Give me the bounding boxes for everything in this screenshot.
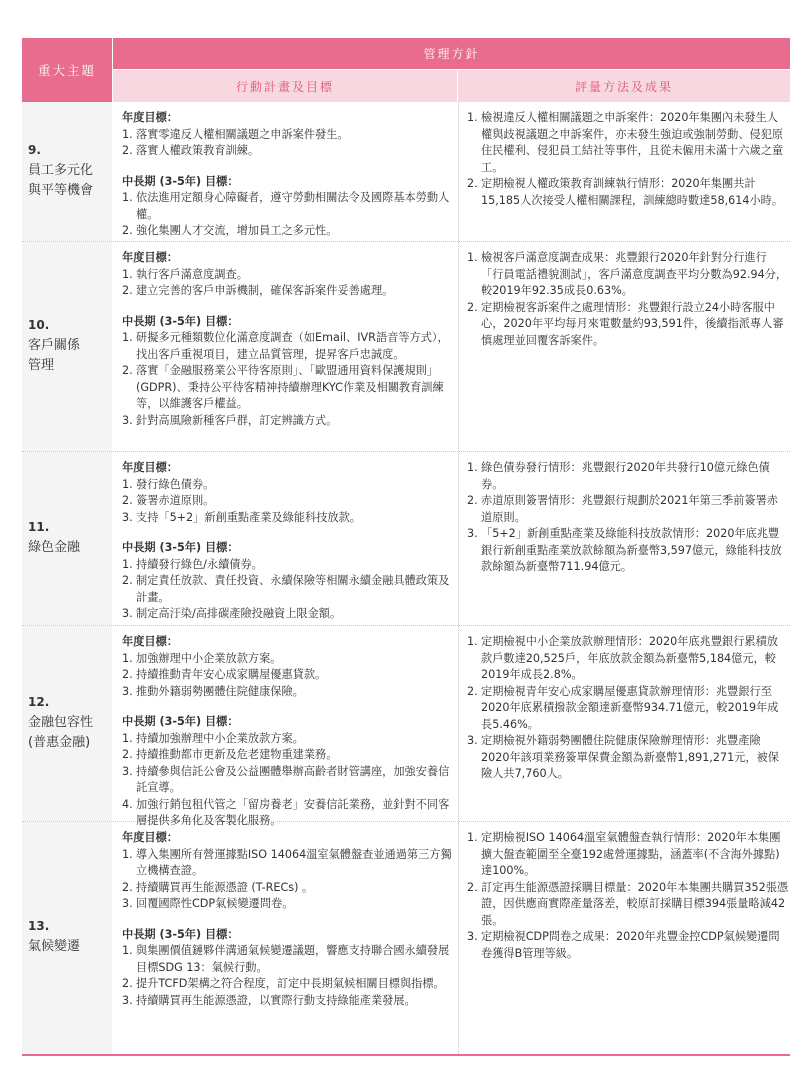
evaluation-result-text: 「5+2」新創重點產業及綠能科技放款情形：2020年底兆豐銀行新創重點產業放款餘額為新臺幣3,597億元，綠能科技放款餘額為新臺幣711.94億元。 xyxy=(481,527,782,573)
item-number: 1. xyxy=(467,831,478,844)
annual-goal-title: 年度目標： xyxy=(122,251,178,264)
item-number: 3. xyxy=(467,930,478,943)
topic-cell xyxy=(22,452,112,625)
table-row xyxy=(22,626,790,827)
annual-goal-item xyxy=(122,667,452,684)
mid-term-goal-item xyxy=(122,330,452,363)
plan-cell xyxy=(122,626,452,830)
item-number: 3. xyxy=(122,897,133,910)
topic-number: 10. xyxy=(28,317,50,332)
annual-goal-item xyxy=(122,477,452,494)
topic-name: 客戶關係 xyxy=(28,337,81,353)
item-number: 1. xyxy=(122,731,133,745)
column-divider xyxy=(458,822,459,1054)
mid-term-goal-item xyxy=(122,747,452,764)
mid-term-goal-list xyxy=(122,943,452,1009)
evaluation-result-item xyxy=(467,880,789,930)
mid-term-goal-text: 持續購買再生能源憑證，以實際行動支持綠能產業發展。 xyxy=(136,993,416,1007)
mid-term-goal-text: 依法進用定額身心障礙者，遵守勞動相關法令及國際基本勞動人權。 xyxy=(136,191,450,221)
topic-name: 氣候變遷 xyxy=(28,939,81,954)
mid-term-goal-text: 制定責任放款、責任投資、永續保險等相關永續金融具體政策及計畫。 xyxy=(136,574,450,604)
annual-goal-text: 加強辦理中小企業放款方案。 xyxy=(136,651,282,665)
mid-term-goal-text: 與集團價值鏈夥伴溝通氣候變遷議題，響應支持聯合國永續發展目標SDG 13：氣候行動。 xyxy=(136,944,450,974)
annual-goal-item xyxy=(122,493,452,510)
annual-goal-item xyxy=(122,283,452,300)
mid-term-goal-text: 加強行銷包租代管之「留房養老」安養信託業務，並針對不同客層提供多角化及客製化服務。 xyxy=(136,797,450,827)
table-row xyxy=(22,452,790,626)
annual-goal-text: 發行綠色債券。 xyxy=(136,477,215,491)
evaluation-result-item xyxy=(467,634,789,684)
item-number: 3. xyxy=(122,607,133,620)
evaluation-result-text: 定期檢視青年安心成家購屋優惠貸款辦理情形：兆豐銀行至2020年底累積撥款金額達新臺幣934.71億元，較2019年成長5.46%。 xyxy=(481,684,779,731)
item-number: 2. xyxy=(122,364,133,377)
header-management: 管理方針 xyxy=(113,38,790,69)
annual-goal-list xyxy=(122,267,452,300)
annual-goal-item xyxy=(122,267,452,284)
item-number: 1. xyxy=(122,191,133,204)
evaluation-result-text: 綠色債券發行情形：兆豐銀行2020年共發行10億元綠色債券。 xyxy=(481,461,770,491)
evaluation-result-item xyxy=(467,684,789,734)
evaluation-result-item xyxy=(467,250,789,300)
topic-cell xyxy=(22,102,112,241)
item-number: 1. xyxy=(122,267,133,281)
annual-goal-item xyxy=(122,651,452,668)
item-number: 4. xyxy=(122,797,133,811)
annual-goal-text: 支持「5+2」新創重點產業及綠能科技放款。 xyxy=(136,510,361,524)
topic-number: 12. xyxy=(28,694,50,709)
annual-goal-text: 持續購買再生能源憑證 (T-RECs) 。 xyxy=(136,880,314,894)
evaluation-result-list xyxy=(467,634,789,783)
evaluation-result-text: 赤道原則簽署情形：兆豐銀行規劃於2021年第三季前簽署赤道原則。 xyxy=(481,494,778,524)
evaluation-result-text: 定期檢視CDP問卷之成果：2020年兆豐金控CDP氣候變遷問卷獲得B管理等級。 xyxy=(481,930,780,960)
evaluation-result-list xyxy=(467,830,789,962)
annual-goal-text: 執行客戶滿意度調查。 xyxy=(136,267,248,281)
evaluation-result-text: 訂定再生能源憑證採購目標量：2020年本集團共購買352張憑證，因供應商實際產量落差，較原訂採購目標394張量略減42張。 xyxy=(481,880,789,927)
mid-term-goal-text: 針對高風險新種客戶群，訂定辨識方式。 xyxy=(136,413,338,427)
mid-term-goal-list xyxy=(122,557,452,623)
topic-name: 管理 xyxy=(28,357,55,373)
topic-name: (普惠金融) xyxy=(28,734,91,750)
mid-term-goal-text: 制定高汙染/高排碳產險投融資上限金額。 xyxy=(136,607,342,620)
evaluation-result-text: 定期檢視中小企業放款辦理情形：2020年底兆豐銀行累積放款戶數達20,525戶，年底放款金額為新臺幣5,184億元，較2019年成長2.8%。 xyxy=(481,635,778,681)
evaluation-result-item xyxy=(467,176,789,209)
evaluation-cell xyxy=(467,452,789,576)
plan-cell xyxy=(122,822,452,1009)
mid-term-goal-item xyxy=(122,993,452,1010)
evaluation-result-item xyxy=(467,300,789,350)
header-plan: 行動計畫及目標 xyxy=(113,70,457,102)
topic-name: 綠色金融 xyxy=(28,539,81,555)
evaluation-result-list xyxy=(467,110,789,209)
annual-goal-list xyxy=(122,477,452,527)
annual-goal-list xyxy=(122,847,452,913)
item-number: 1. xyxy=(122,127,133,141)
evaluation-result-list xyxy=(467,460,789,576)
column-divider xyxy=(458,102,459,241)
item-number: 3. xyxy=(122,993,133,1007)
table-row xyxy=(22,822,790,1056)
item-number: 3. xyxy=(122,510,133,524)
mid-term-goal-item xyxy=(122,223,452,240)
mid-term-goal-title: 中長期 (3-5年) 目標： xyxy=(122,541,239,554)
mid-term-goal-text: 落實「金融服務業公平待客原則」、「歐盟通用資料保護規則」(GDPR)、秉持公平待客精神持續辦理KYC作業及相關教育訓練等，以維護客戶權益。 xyxy=(136,364,444,410)
annual-goal-title: 年度目標： xyxy=(122,831,178,844)
annual-goal-title: 年度目標： xyxy=(122,111,178,124)
mid-term-goal-item xyxy=(122,943,452,976)
item-number: 1. xyxy=(467,635,478,648)
evaluation-result-item xyxy=(467,929,789,962)
item-number: 2. xyxy=(122,144,133,157)
header-evaluation: 評量方法及成果 xyxy=(458,70,790,102)
mid-term-goal-text: 持續推動都市更新及危老建物重建業務。 xyxy=(136,748,338,761)
annual-goal-item xyxy=(122,847,452,880)
evaluation-result-text: 定期檢視外籍弱勢團體住院健康保險辦理情形：兆豐產險2020年該項業務簽單保費金額為新臺幣1,891,271元，被保險人共7,760人。 xyxy=(481,734,779,780)
evaluation-result-text: 定期檢視ISO 14064溫室氣體盤查執行情形：2020年本集團擴大盤查範圍至全臺192處營運據點，涵蓋率(不含海外據點) 達100%。 xyxy=(481,831,781,877)
evaluation-result-text: 檢視客戶滿意度調查成果：兆豐銀行2020年針對分行進行「行員電話禮貌測試」，客戶滿意度調查平均分數為92.94分，較2019年92.35成長0.63%。 xyxy=(481,251,788,297)
evaluation-result-text: 定期檢視人權政策教育訓練執行情形：2020年集團共計15,185人次接受人權相關課程，訓練總時數達58,614小時。 xyxy=(481,177,784,207)
topic-number: 13. xyxy=(28,919,50,933)
item-number: 1. xyxy=(467,461,478,474)
item-number: 3. xyxy=(467,527,478,540)
table-row xyxy=(22,102,790,242)
mid-term-goal-list xyxy=(122,330,452,429)
mid-term-goal-text: 持續加強辦理中小企業放款方案。 xyxy=(136,731,304,745)
annual-goal-item xyxy=(122,127,452,144)
evaluation-result-list xyxy=(467,250,789,349)
evaluation-cell xyxy=(467,242,789,349)
item-number: 1. xyxy=(122,477,133,491)
evaluation-result-item xyxy=(467,460,789,493)
evaluation-result-text: 定期檢視客訴案件之處理情形：兆豐銀行設立24小時客服中心，2020年平均每月來電數量約93,591件，後續指派專人審慎處理並回覆客訴案件。 xyxy=(481,300,784,347)
item-number: 2. xyxy=(122,574,133,587)
mid-term-goal-item xyxy=(122,190,452,223)
evaluation-result-item xyxy=(467,110,789,176)
evaluation-cell xyxy=(467,626,789,783)
plan-cell xyxy=(122,102,452,240)
mid-term-goal-item xyxy=(122,413,452,430)
mid-term-goal-item xyxy=(122,764,452,797)
mid-term-goal-item xyxy=(122,557,452,574)
mid-term-goal-text: 持續發行綠色/永續債券。 xyxy=(136,557,263,571)
annual-goal-item xyxy=(122,143,452,160)
topic-cell xyxy=(22,822,112,1054)
mid-term-goal-title: 中長期 (3-5年) 目標： xyxy=(122,927,239,941)
item-number: 2. xyxy=(467,494,478,507)
annual-goal-text: 推動外籍弱勢團體住院健康保險。 xyxy=(136,684,304,698)
mid-term-goal-item xyxy=(122,573,452,606)
item-number: 2. xyxy=(467,300,478,314)
topic-name: 員工多元化 xyxy=(28,162,94,178)
item-number: 2. xyxy=(122,284,133,297)
annual-goal-item xyxy=(122,684,452,701)
item-number: 1. xyxy=(122,557,133,571)
mid-term-goal-item xyxy=(122,731,452,748)
item-number: 2. xyxy=(122,748,133,761)
column-divider xyxy=(458,242,459,451)
topic-number: 9. xyxy=(28,142,41,157)
evaluation-result-text: 檢視違反人權相關議題之申訴案件：2020年集團內未發生人權與歧視議題之申訴案件，亦未發生強迫或強制勞動、侵犯原住民權利、侵犯員工結社等事件，且從未僱用未滿十六歲之童工。 xyxy=(481,111,784,174)
mid-term-goal-list xyxy=(122,190,452,240)
item-number: 1. xyxy=(122,651,133,665)
mid-term-goal-text: 提升TCFD架構之符合程度，訂定中長期氣候相關目標與指標。 xyxy=(136,977,445,990)
annual-goal-title: 年度目標： xyxy=(122,461,178,474)
item-number: 3. xyxy=(122,413,133,427)
mid-term-goal-text: 研擬多元種類數位化滿意度調查（如Email、IVR語音等方式），找出客戶重視項目，建立品質管理，提昇客戶忠誠度。 xyxy=(136,331,449,361)
item-number: 3. xyxy=(122,684,133,698)
topic-cell xyxy=(22,626,112,821)
annual-goal-title: 年度目標： xyxy=(122,635,178,648)
mid-term-goal-title: 中長期 (3-5年) 目標： xyxy=(122,174,239,188)
annual-goal-item xyxy=(122,896,452,913)
annual-goal-text: 回覆國際性CDP氣候變遷問卷。 xyxy=(136,897,294,910)
evaluation-result-item xyxy=(467,830,789,880)
mid-term-goal-item xyxy=(122,363,452,413)
evaluation-cell xyxy=(467,822,789,962)
mid-term-goal-text: 持續參與信託公會及公益團體舉辦高齡者財管講座，加強安養信託宣導。 xyxy=(136,764,450,794)
annual-goal-text: 導入集團所有營運據點ISO 14064溫室氣體盤查並通過第三方獨立機構查證。 xyxy=(136,847,452,877)
item-number: 2. xyxy=(122,977,133,990)
topic-name: 金融包容性 xyxy=(28,714,94,730)
item-number: 1. xyxy=(467,251,478,264)
evaluation-result-item xyxy=(467,526,789,576)
table-row xyxy=(22,242,790,452)
item-number: 2. xyxy=(122,494,133,507)
item-number: 1. xyxy=(122,944,133,957)
annual-goal-text: 建立完善的客戶申訴機制，確保客訴案件妥善處理。 xyxy=(136,284,394,297)
mid-term-goal-item xyxy=(122,606,452,623)
header-topic: 重大主題 xyxy=(22,38,112,102)
evaluation-result-item xyxy=(467,493,789,526)
mid-term-goal-item xyxy=(122,976,452,993)
plan-cell xyxy=(122,242,452,429)
column-divider xyxy=(458,452,459,625)
item-number: 2. xyxy=(467,880,478,894)
evaluation-result-item xyxy=(467,733,789,783)
topic-cell xyxy=(22,242,112,451)
item-number: 2. xyxy=(122,880,133,894)
annual-goal-text: 落實零違反人權相關議題之申訴案件發生。 xyxy=(136,127,349,141)
annual-goal-list xyxy=(122,127,452,160)
mid-term-goal-list xyxy=(122,731,452,830)
annual-goal-item xyxy=(122,510,452,527)
item-number: 3. xyxy=(467,734,478,747)
annual-goal-text: 簽署赤道原則。 xyxy=(136,494,215,507)
item-number: 2. xyxy=(467,177,478,190)
item-number: 1. xyxy=(467,111,478,124)
mid-term-goal-text: 強化集團人才交流，增加員工之多元性。 xyxy=(136,224,338,237)
item-number: 1. xyxy=(122,331,133,344)
item-number: 3. xyxy=(122,764,133,778)
item-number: 2. xyxy=(122,224,133,237)
mid-term-goal-title: 中長期 (3-5年) 目標： xyxy=(122,314,239,328)
annual-goal-text: 落實人權政策教育訓練。 xyxy=(136,144,260,157)
topic-name: 與平等機會 xyxy=(28,182,94,198)
annual-goal-item xyxy=(122,880,452,897)
item-number: 2. xyxy=(122,668,133,681)
item-number: 1. xyxy=(122,847,133,861)
annual-goal-text: 持續推動青年安心成家購屋優惠貸款。 xyxy=(136,668,327,681)
column-divider xyxy=(458,626,459,821)
evaluation-cell xyxy=(467,102,789,209)
plan-cell xyxy=(122,452,452,623)
topic-number: 11. xyxy=(28,519,50,534)
annual-goal-list xyxy=(122,651,452,701)
item-number: 2. xyxy=(467,684,478,698)
mid-term-goal-title: 中長期 (3-5年) 目標： xyxy=(122,715,239,728)
